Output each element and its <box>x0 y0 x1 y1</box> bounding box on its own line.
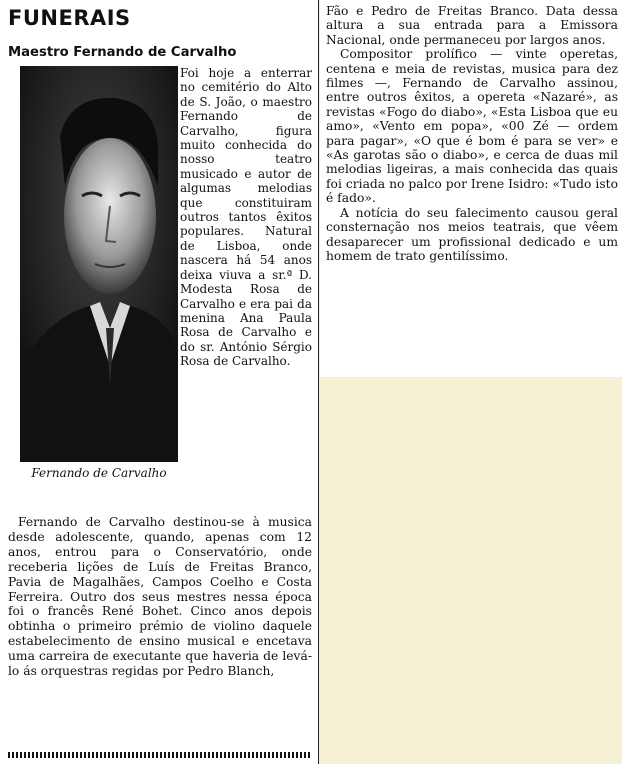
right-paragraph-1: Fão e Pedro de Freitas Branco. Data dessa altura a sua entrada para a Emissora Nacional, onde permaneceu por largos anos. <box>326 4 618 47</box>
blank-page-area <box>320 377 622 764</box>
right-column <box>320 0 622 377</box>
photo-caption: Fernando de Carvalho <box>31 466 167 480</box>
column-rule <box>8 752 312 758</box>
body-paragraph: Fernando de Carvalho destinou-se à musica desde adolescente, quando, apenas com 12 anos, entrou para o Conservatório, onde receberia lições de Luís de Freitas Branco, Pavia de Magalhães, Campos Coelho e Costa Ferreira. Outro dos seus mestres nessa época foi o francês René Bohet. Cinco anos depois obtinha o primeiro prémio de violino daquele estabelecimento de ensino musical e encetava uma carreira de executante que haveria de levá-lo ás orquestras regidas por Pedro Blanch, <box>8 515 312 679</box>
portrait-photo <box>20 66 178 462</box>
right-paragraph-2: Compositor prolífico — vinte operetas, centena e meia de revistas, musica para dez filmes —, Fernando de Carvalho assinou, entre outros êxitos, a opereta «Nazaré», as revistas «Fogo do diabo», «Esta Lisboa que eu amo», «Vento em popa», «00 Zé — ordem para pagar», «O que é bom é para se ver» e «As garotas são o diabo», e cerca de duas mil melodias ligeiras, a mais conhecida das quais foi criada no palco por Irene Isidro: «Tudo isto é fado». <box>326 47 618 206</box>
right-paragraph-3: A notícia do seu falecimento causou geral consternação nos meios teatrais, que vêem desaparecer um profissional dedicado e um homem de trato gentilíssimo. <box>326 205 618 263</box>
article-headline: Maestro Fernando de Carvalho <box>8 45 237 60</box>
right-text <box>326 4 618 263</box>
portrait-image <box>20 66 178 462</box>
section-title: FUNERAIS <box>8 6 131 30</box>
wrap-paragraph: Foi hoje a enterrar no cemitério do Alto de S. João, o maestro Fernando de Carvalho, figura muito conhecida do nosso teatro musicado e autor de algumas melodias que constituiram outros tantos êxitos populares. Natural de Lisboa, onde nascera há 54 anos deixa viuva a sr.ª D. Modesta Rosa de Carvalho e era pai da menina Ana Paula Rosa de Carvalho e do sr. António Sérgio Rosa de Carvalho. <box>180 66 312 369</box>
